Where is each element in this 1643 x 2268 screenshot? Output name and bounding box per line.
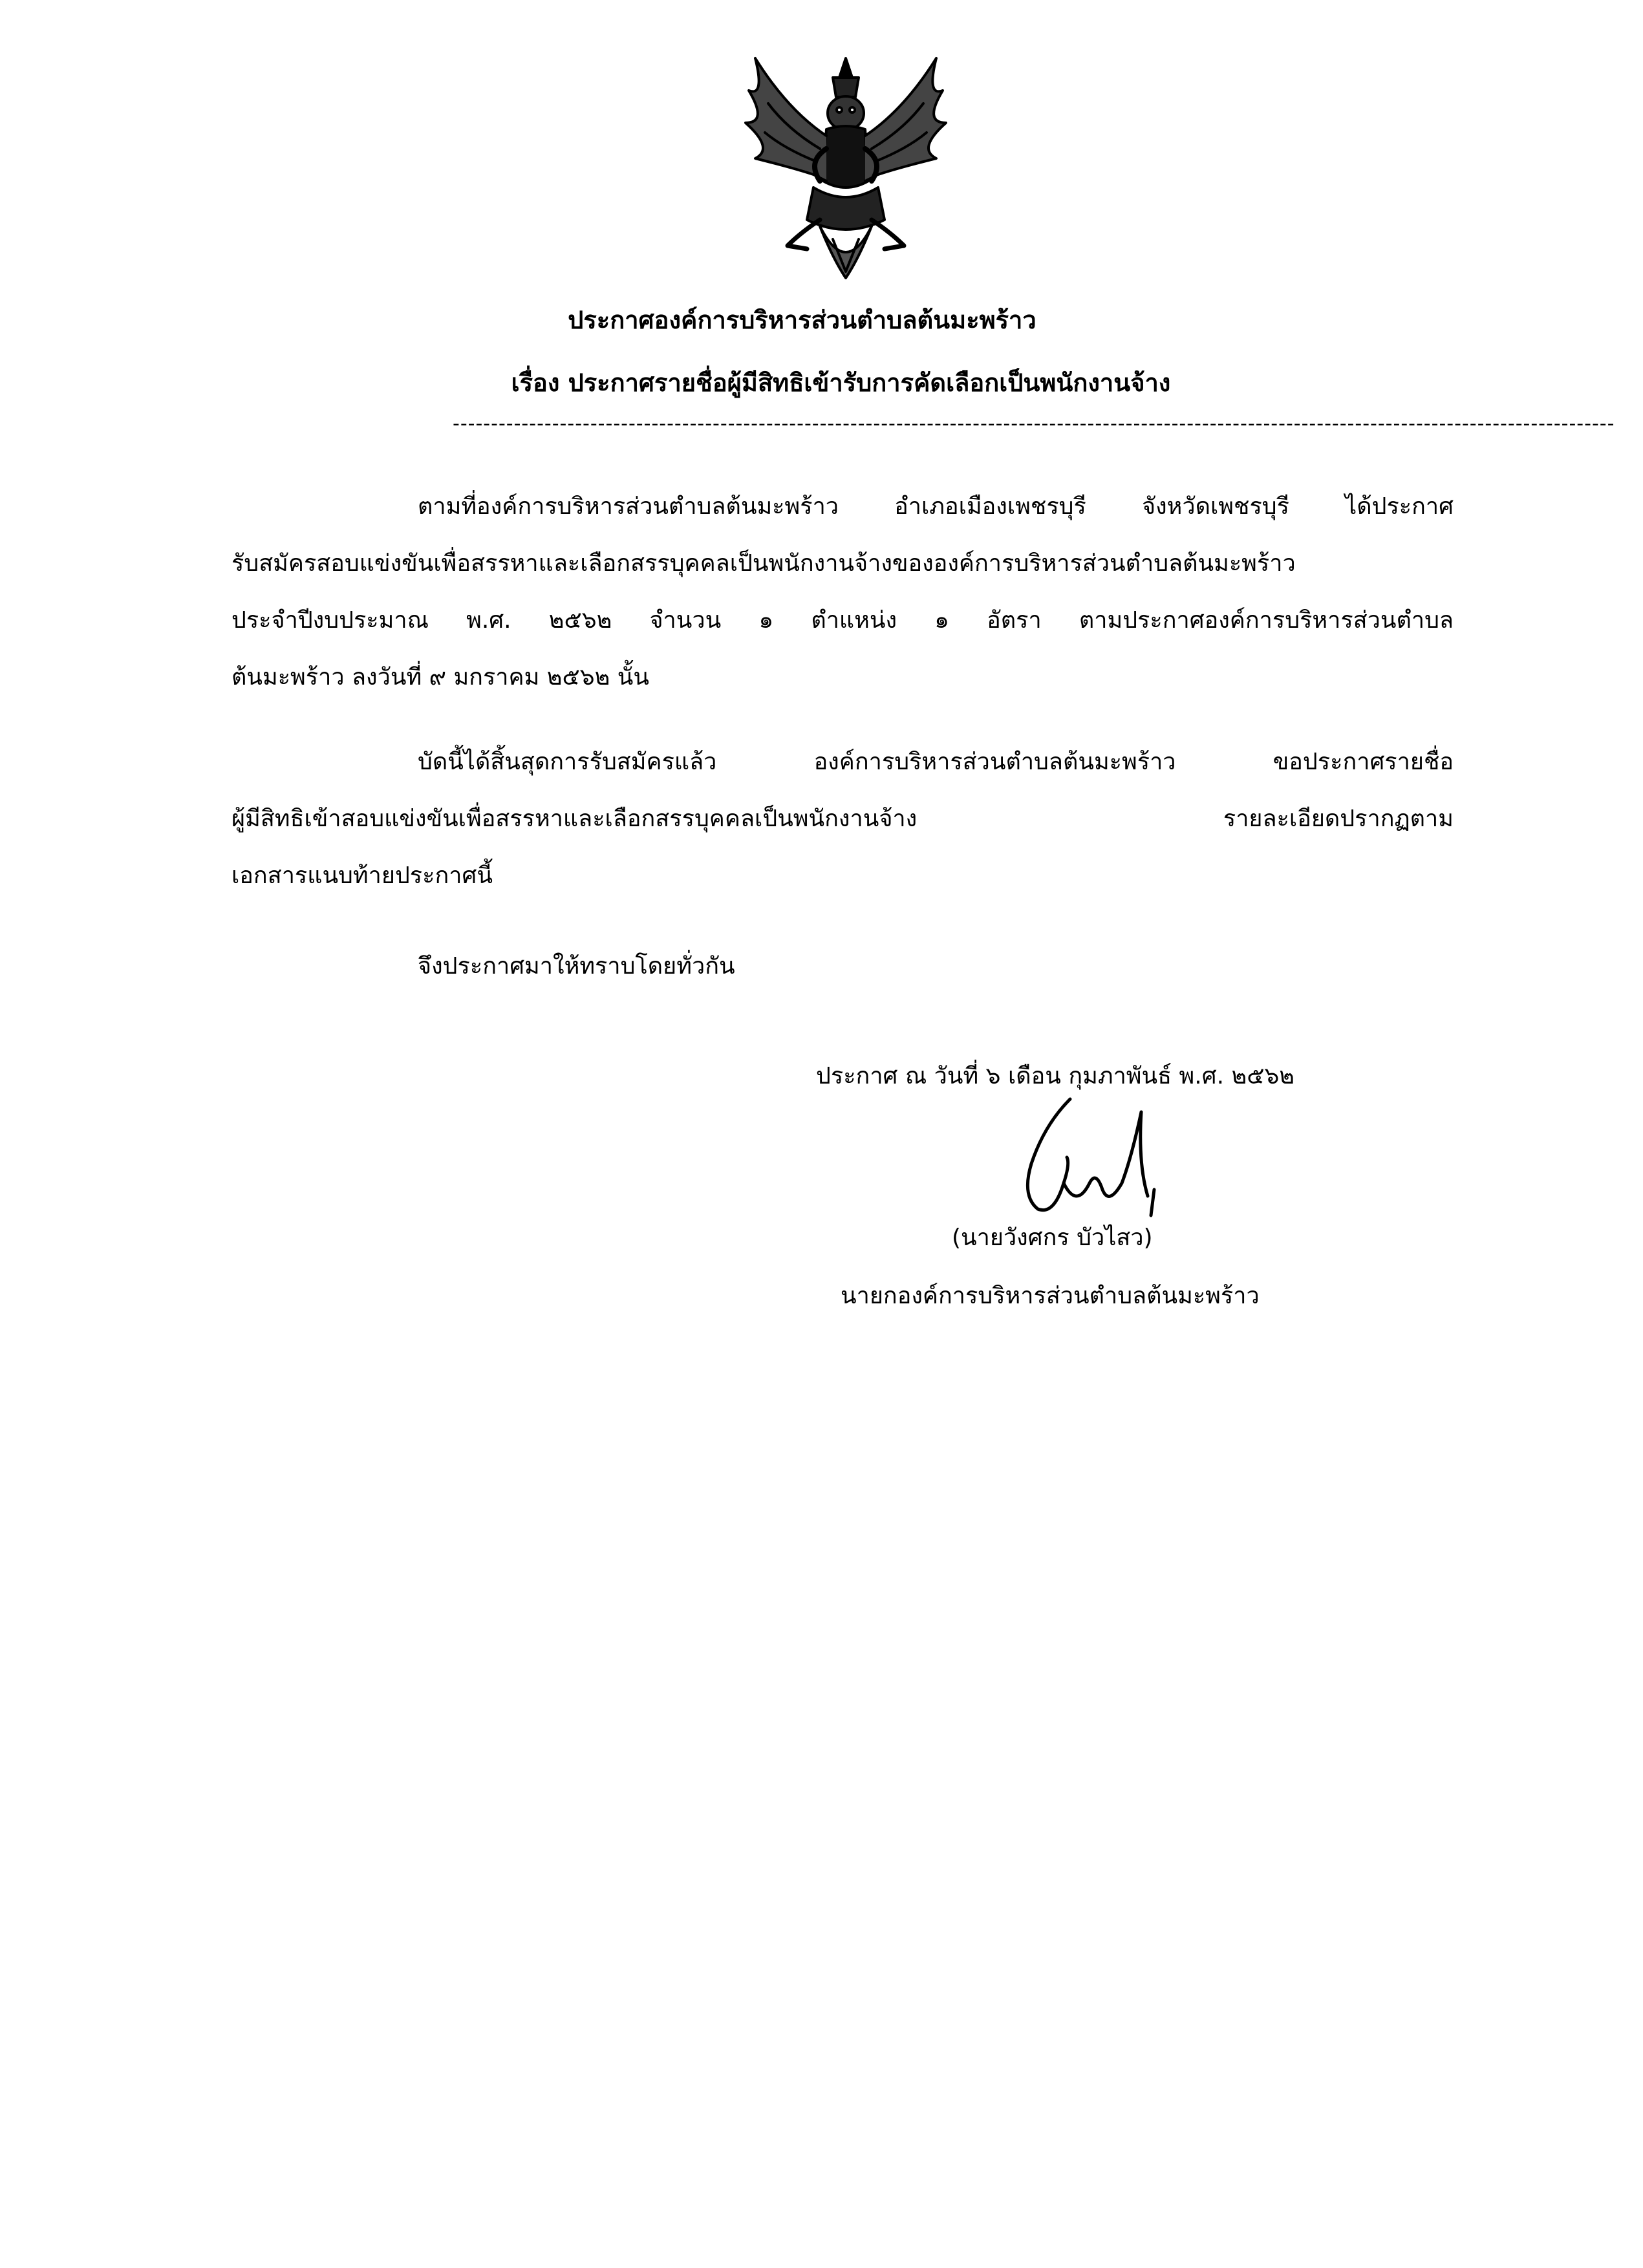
garuda-emblem-icon bbox=[736, 52, 956, 284]
closing-statement: จึงประกาศมาให้ทราบโดยทั่วกัน bbox=[418, 953, 735, 979]
paragraph-line: ตามที่องค์การบริหารส่วนตำบลต้นมะพร้าว อำเภอเมืองเพชรบุรี จังหวัดเพชรบุรี ได้ประกาศ bbox=[418, 493, 1454, 520]
announcement-subject: เรื่อง ประกาศรายชื่อผู้มีสิทธิเข้ารับการคัดเลือกเป็นพนักงานจ้าง bbox=[511, 369, 1171, 397]
paragraph-line: บัดนี้ได้สิ้นสุดการรับสมัครแล้ว องค์การบริหารส่วนตำบลต้นมะพร้าว ขอประกาศรายชื่อ bbox=[418, 749, 1454, 775]
body-paragraph-1 bbox=[231, 478, 1454, 706]
announcement-date: ประกาศ ณ วันที่ ๖ เดือน กุมภาพันธ์ พ.ศ. ๒๕๖๒ bbox=[816, 1063, 1295, 1089]
handwritten-signature-icon bbox=[993, 1086, 1180, 1228]
divider-line: -------------------------------------------------------------------------------------------------------------------------------------------------------- bbox=[453, 412, 1615, 435]
announcement-title: ประกาศองค์การบริหารส่วนตำบลต้นมะพร้าว bbox=[568, 306, 1036, 334]
paragraph-line: รับสมัครสอบแข่งขันเพื่อสรรหาและเลือกสรรบุคคลเป็นพนักงานจ้างขององค์การบริหารส่วนตำบลต้นมะพร้าว bbox=[231, 550, 1296, 577]
paragraph-line: เอกสารแนบท้ายประกาศนี้ bbox=[231, 862, 493, 889]
signer-name: (นายวังศกร บัวไสว) bbox=[952, 1225, 1153, 1251]
body-paragraph-2 bbox=[231, 734, 1454, 904]
paragraph-line: ต้นมะพร้าว ลงวันที่ ๙ มกราคม ๒๕๖๒ นั้น bbox=[231, 664, 649, 690]
paragraph-line: ผู้มีสิทธิเข้าสอบแข่งขันเพื่อสรรหาและเลือกสรรบุคคลเป็นพนักงานจ้าง รายละเอียดปรากฏตาม bbox=[231, 806, 1454, 832]
paragraph-line: ประจำปีงบประมาณ พ.ศ. ๒๕๖๒ จำนวน ๑ ตำแหน่ง ๑ อัตรา ตามประกาศองค์การบริหารส่วนตำบล bbox=[231, 607, 1454, 634]
signer-position: นายกองค์การบริหารส่วนตำบลต้นมะพร้าว bbox=[841, 1283, 1260, 1309]
